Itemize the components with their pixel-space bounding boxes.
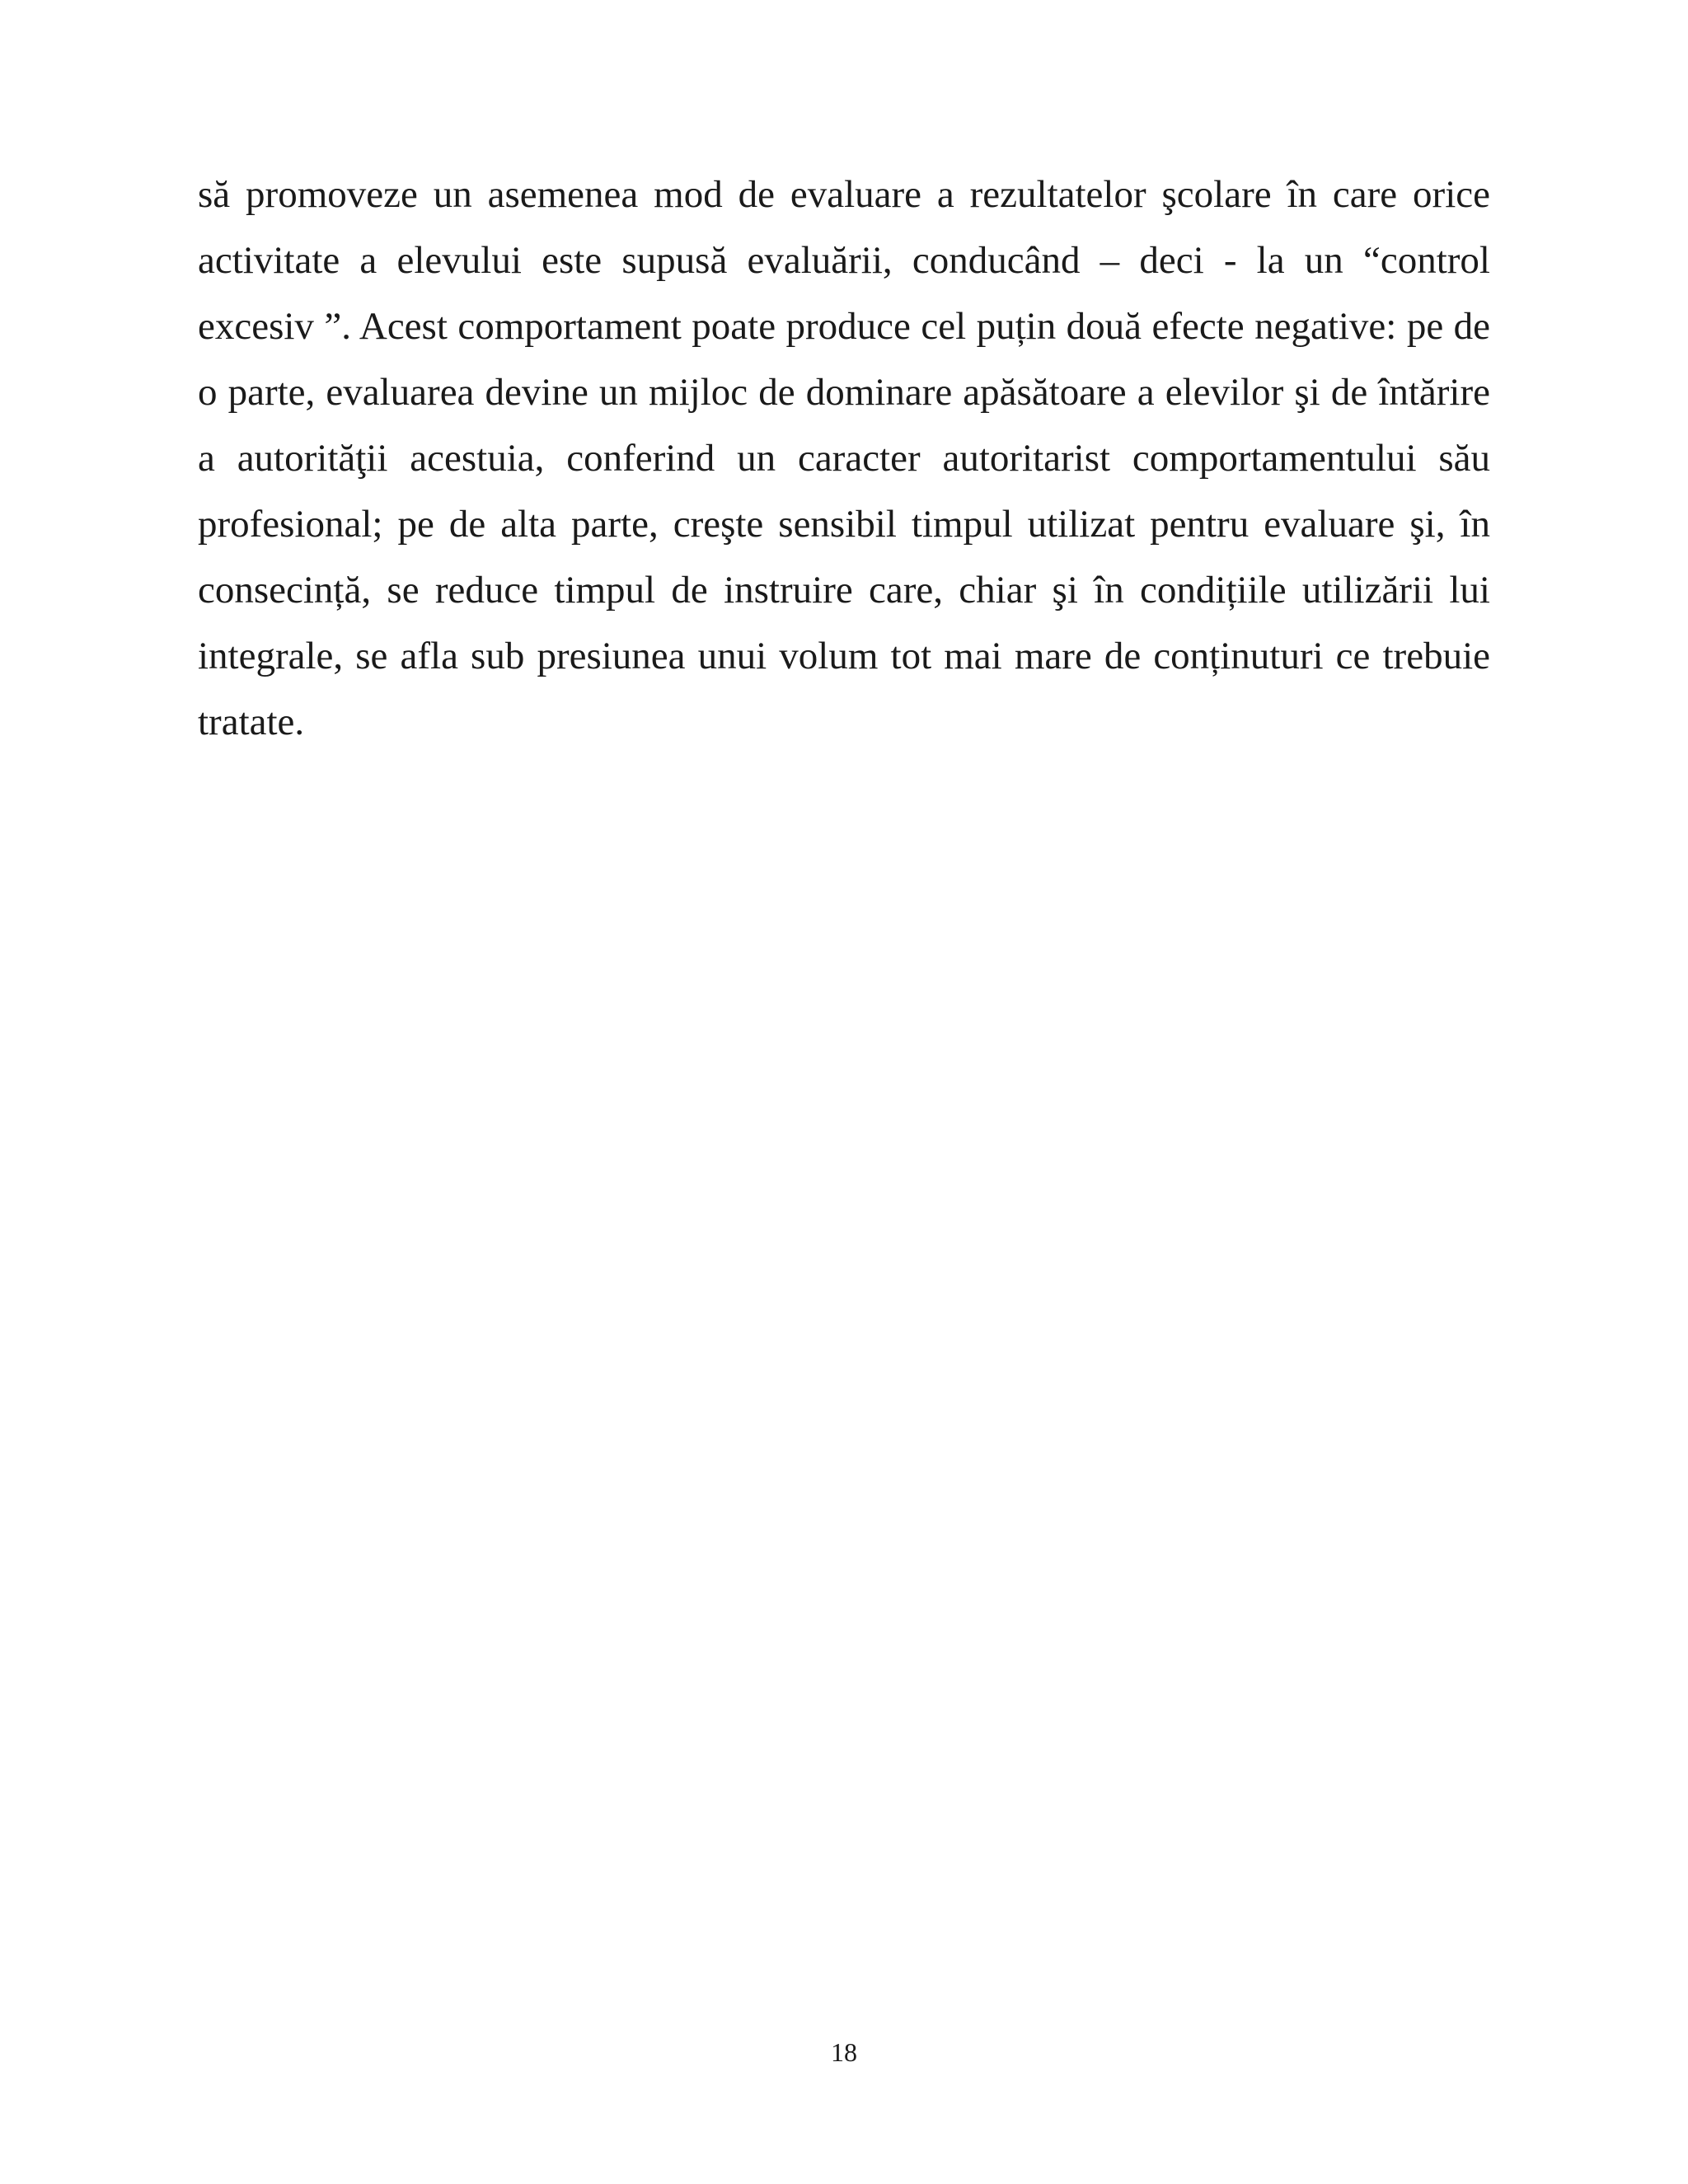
paragraph-line: activitate a elevului este supusă evaluării, conducând – deci - la un “control [198, 239, 1490, 282]
paragraph-line: integrale, se afla sub presiunea unui volum tot mai mare de conținuturi ce trebuie [198, 635, 1490, 677]
page-number: 18 [831, 2037, 857, 2067]
body-paragraph [198, 162, 1490, 755]
paragraph-line: a autorităţii acestuia, conferind un caracter autoritarist comportamentului său [198, 437, 1490, 480]
paragraph-line: consecință, se reduce timpul de instruire care, chiar şi în condițiile utilizării lui [198, 569, 1490, 612]
paragraph-line: profesional; pe de alta parte, creşte sensibil timpul utilizat pentru evaluare şi, în [198, 503, 1490, 546]
paragraph-line: o parte, evaluarea devine un mijloc de dominare apăsătoare a elevilor şi de întărire [198, 371, 1490, 414]
paragraph-line: tratate. [198, 701, 305, 743]
paragraph-line: excesiv ”. Acest comportament poate produce cel puțin două efecte negative: pe de [198, 305, 1490, 348]
paragraph-line: să promoveze un asemenea mod de evaluare a rezultatelor şcolare în care orice [198, 173, 1490, 216]
